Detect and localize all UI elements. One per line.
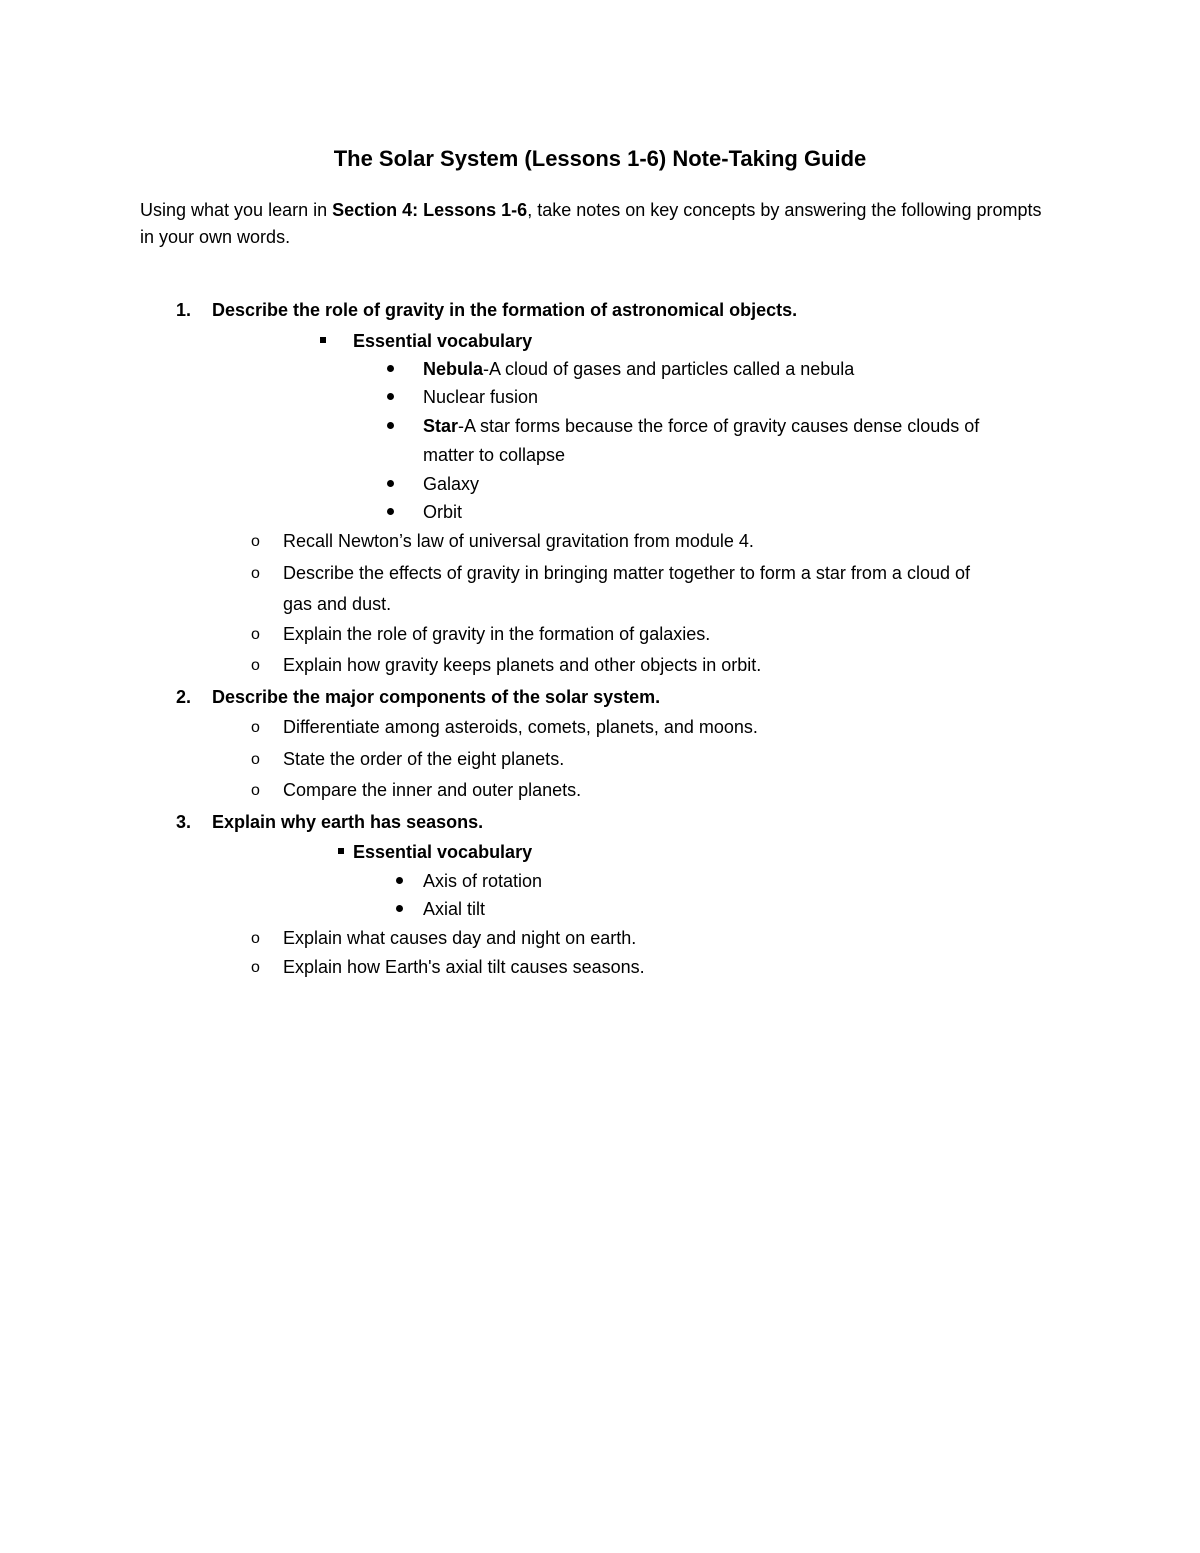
intro-paragraph [140,197,1060,251]
square-bullet-icon [320,337,326,343]
vocab-term-nebula: Nebula [423,359,484,379]
page-title: The Solar System (Lessons 1-6) Note-Taking Guide [333,146,867,171]
q1-heading: Describe the role of gravity in the formation of astronomical objects. [212,300,798,320]
dot-bullet-icon [396,877,403,884]
circle-bullet-icon: o [251,782,260,799]
circle-bullet-icon: o [251,565,260,582]
dot-bullet-icon [387,365,394,372]
vocab-item-axial-tilt: Axial tilt [423,899,486,919]
intro-text-1: Using what you learn in [140,200,333,220]
q1-prompt-4: Explain how gravity keeps planets and other objects in orbit. [283,655,762,675]
q3-prompt-2: Explain how Earth's axial tilt causes seasons. [283,957,645,977]
q2-number: 2. [176,687,192,707]
q3-vocab-heading: Essential vocabulary [353,842,533,862]
dot-bullet-icon [387,508,394,515]
q1-number: 1. [176,300,192,320]
q3-number: 3. [176,812,192,832]
vocab-item-nebula [423,357,854,381]
vocab-item-orbit: Orbit [423,502,463,522]
vocab-term-star: Star [423,416,459,436]
intro-section-ref: Section 4: Lessons 1-6 [332,200,528,220]
q2-prompt-3: Compare the inner and outer planets. [283,780,582,800]
vocab-def-star-line1: -A star forms because the force of gravity causes dense clouds of [458,416,980,436]
q1-prompt-2-line1: Describe the effects of gravity in bringing matter together to form a star from a cloud of [283,563,970,583]
q2-prompt-1: Differentiate among asteroids, comets, planets, and moons. [283,717,758,737]
vocab-def-nebula: -A cloud of gases and particles called a nebula [483,359,855,379]
dot-bullet-icon [387,480,394,487]
square-bullet-icon [338,848,344,854]
circle-bullet-icon: o [251,719,260,736]
q3-prompt-1: Explain what causes day and night on earth. [283,928,637,948]
q1-vocab-heading: Essential vocabulary [353,331,533,351]
q1-prompt-3: Explain the role of gravity in the formation of galaxies. [283,624,711,644]
vocab-item-axis-of-rotation: Axis of rotation [423,871,543,891]
circle-bullet-icon: o [251,959,260,976]
q1-prompt-2-line2: gas and dust. [283,594,392,614]
vocab-item-nuclear-fusion: Nuclear fusion [423,387,539,407]
circle-bullet-icon: o [251,657,260,674]
circle-bullet-icon: o [251,533,260,550]
q2-heading: Describe the major components of the solar system. [212,687,661,707]
q3-heading: Explain why earth has seasons. [212,812,484,832]
circle-bullet-icon: o [251,626,260,643]
dot-bullet-icon [387,422,394,429]
intro-text-2: , take notes on key concepts by answering the following prompts in your own words. [140,200,1042,247]
q2-prompt-2: State the order of the eight planets. [283,749,565,769]
vocab-item-star [423,414,979,438]
circle-bullet-icon: o [251,930,260,947]
dot-bullet-icon [387,393,394,400]
q1-prompt-1: Recall Newton’s law of universal gravitation from module 4. [283,531,754,551]
vocab-def-star-line2: matter to collapse [423,445,566,465]
dot-bullet-icon [396,905,403,912]
circle-bullet-icon: o [251,751,260,768]
vocab-item-galaxy: Galaxy [423,474,480,494]
